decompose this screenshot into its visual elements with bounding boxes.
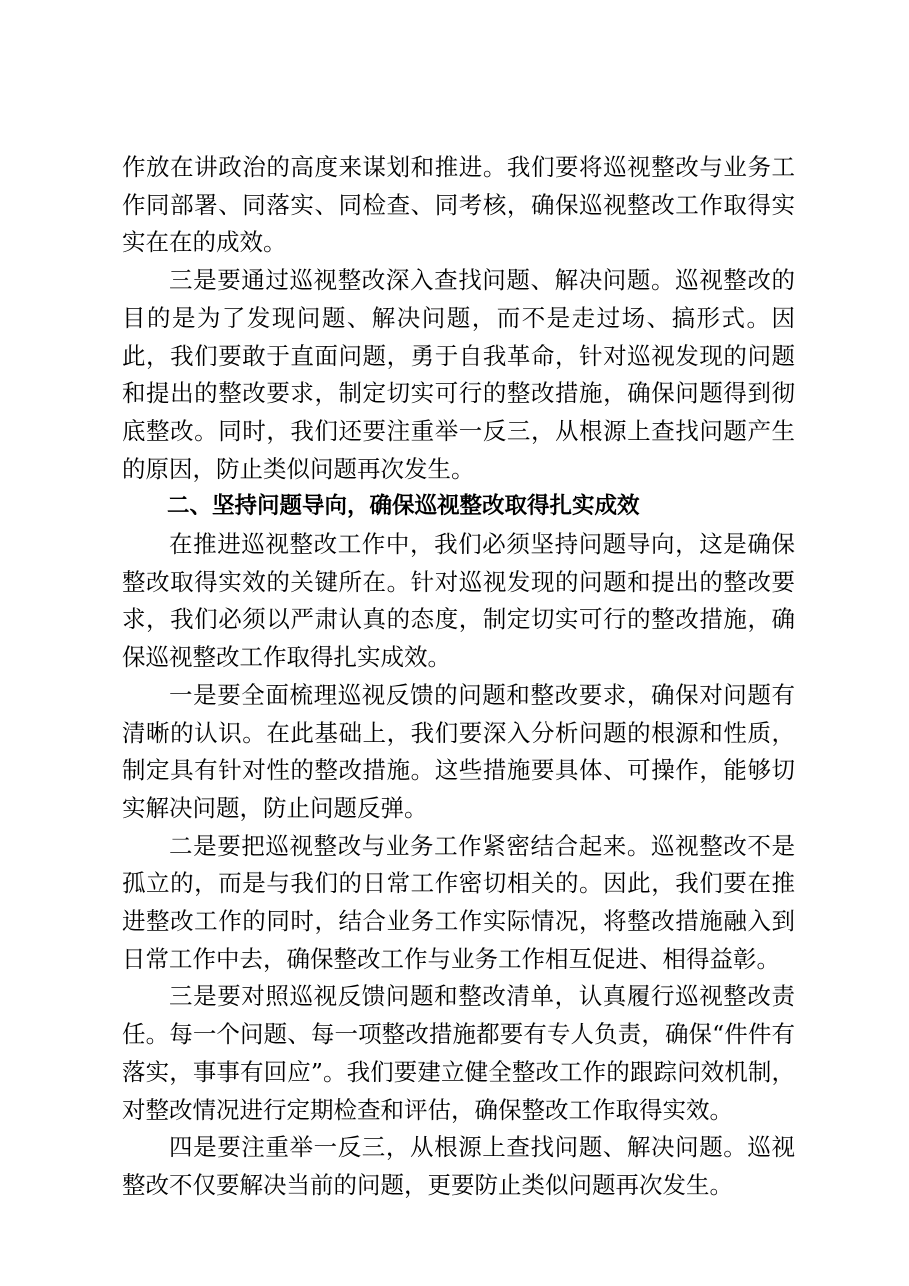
paragraph-point-one: 一是要全面梳理巡视反馈的问题和整改要求，确保对问题有清晰的认识。在此基础上，我们要深入分析问题的根源和性质，制定具有针对性的整改措施。这些措施要具体、可操作，能够切实解决问题，防止问题反弹。	[122, 680, 795, 822]
paragraph-point-three-b: 三是要对照巡视反馈问题和整改清单，认真履行巡视整改责任。每一个问题、每一项整改措施都要有专人负责，确保“件件有落实，事事有回应”。我们要建立健全整改工作的跟踪问效机制，对整改情况进行定期检查和评估，确保整改工作取得实效。	[122, 982, 795, 1124]
paragraph-point-four: 四是要注重举一反三，从根源上查找问题、解决问题。巡视整改不仅要解决当前的问题，更要防止类似问题再次发生。	[122, 1133, 795, 1199]
document-page	[122, 149, 795, 1205]
paragraph-section-two-intro: 在推进巡视整改工作中，我们必须坚持问题导向，这是确保整改取得实效的关键所在。针对巡视发现的问题和提出的整改要求，我们必须以严肃认真的态度，制定切实可行的整改措施，确保巡视整改工作取得扎实成效。	[122, 530, 795, 672]
paragraph-point-two: 二是要把巡视整改与业务工作紧密结合起来。巡视整改不是孤立的，而是与我们的日常工作密切相关的。因此，我们要在推进整改工作的同时，结合业务工作实际情况，将整改措施融入到日常工作中去，确保整改工作与业务工作相互促进、相得益彰。	[122, 831, 795, 973]
paragraph-continuation: 作放在讲政治的高度来谋划和推进。我们要将巡视整改与业务工作同部署、同落实、同检查、同考核，确保巡视整改工作取得实实在在的成效。	[122, 153, 795, 257]
section-heading-two: 二、坚持问题导向，确保巡视整改取得扎实成效	[167, 493, 640, 520]
paragraph-point-three-a: 三是要通过巡视整改深入查找问题、解决问题。巡视整改的目的是为了发现问题、解决问题，而不是走过场、搞形式。因此，我们要敢于直面问题，勇于自我革命，针对巡视发现的问题和提出的整改要求，制定切实可行的整改措施，确保问题得到彻底整改。同时，我们还要注重举一反三，从根源上查找问题产生的原因，防止类似问题再次发生。	[122, 266, 795, 483]
